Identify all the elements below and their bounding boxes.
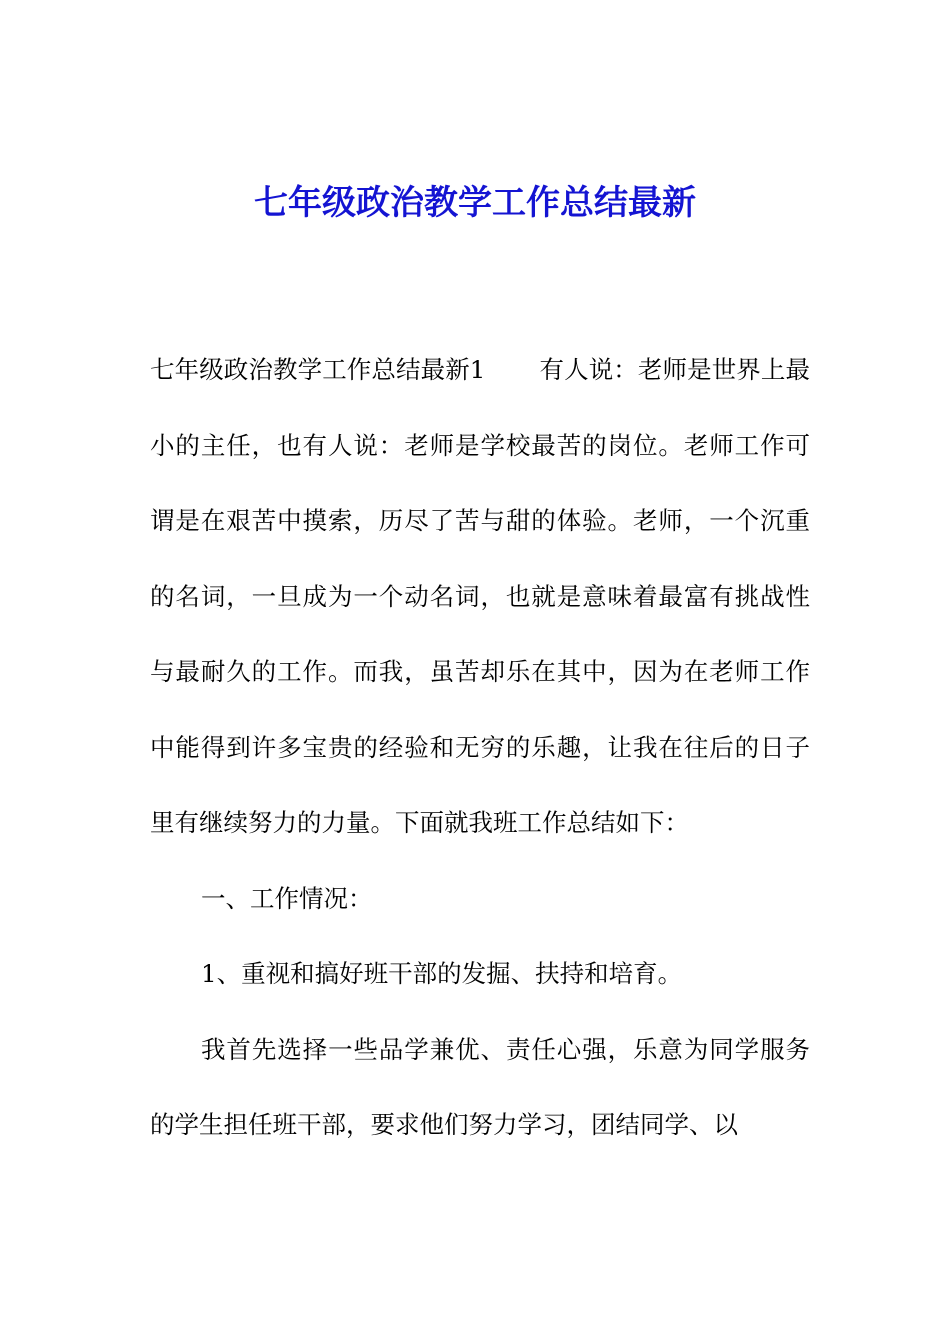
item-heading: 1、重视和搞好班干部的发掘、扶持和培育。 xyxy=(201,959,683,988)
document-title: 七年级政治教学工作总结最新 xyxy=(254,183,696,223)
intro-heading: 七年级政治教学工作总结最新1 xyxy=(150,355,486,384)
intro-paragraph xyxy=(150,332,810,861)
item-paragraph: 我首先选择一些品学兼优、责任心强，乐意为同学服务的学生担任班干部，要求他们努力学习，团结同学、以 xyxy=(150,1034,810,1139)
section-heading: 一、工作情况： xyxy=(201,883,373,913)
document-body xyxy=(150,332,810,1163)
intro-text: 有人说：老师是世界上最小的主任，也有人说：老师是学校最苦的岗位。老师工作可谓是在艰苦中摸索，历尽了苦与甜的体验。老师，一个沉重的名词，一旦成为一个动名词，也就是意味着最富有挑战性与最耐久的工作。而我，虽苦却乐在其中，因为在老师工作中能得到许多宝贵的经验和无穷的乐趣，让我在往后的日子里有继续努力的力量。下面就我班工作总结如下： xyxy=(150,355,810,837)
